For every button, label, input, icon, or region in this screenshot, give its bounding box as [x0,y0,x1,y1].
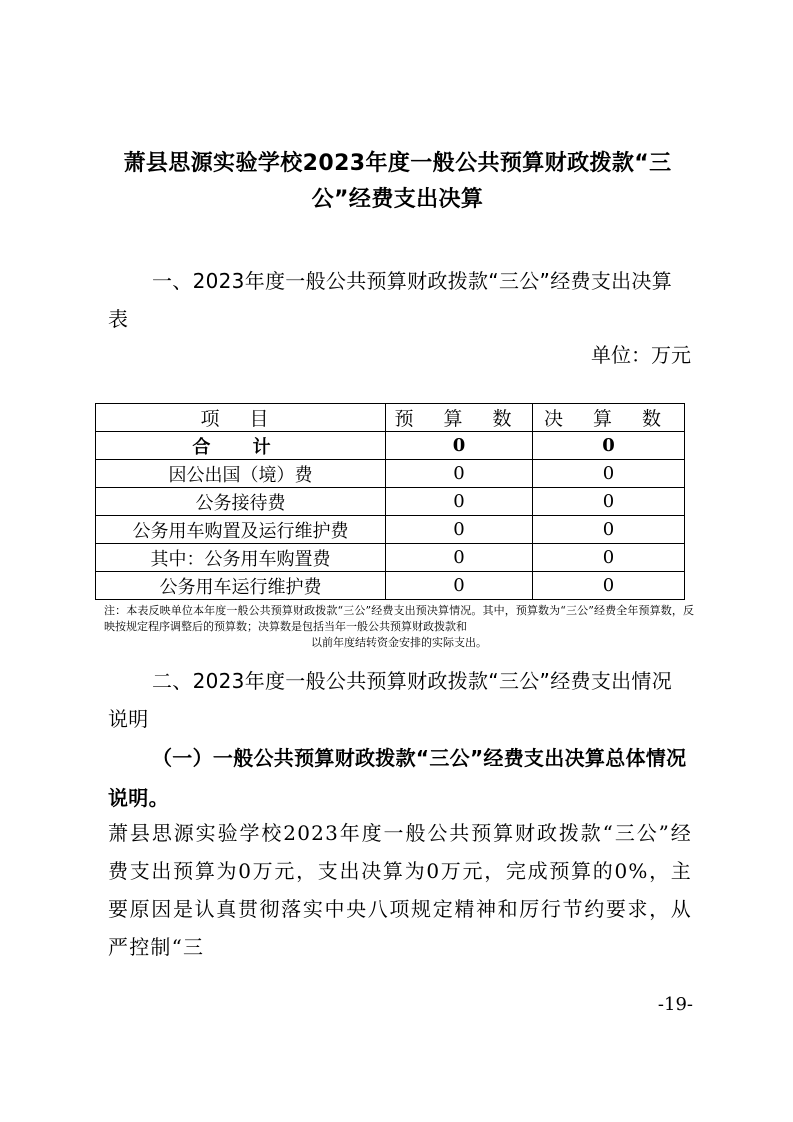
table-row [96,572,685,600]
table-note-main: 注：本表反映单位本年度一般公共预算财政拨款“三公”经费支出预决算情况。其中，预算数为“三公”经费全年预算数，反映按规定程序调整后的预算数；决算数是包括当年一般公共预算财政拨款和 [104,604,694,633]
header-item: 项 目 [96,404,386,432]
header-budget: 预 算 数 [386,404,533,432]
table-row [96,488,685,516]
row-item: 公务用车购置及运行维护费 [96,516,386,544]
table-row [96,460,685,488]
table-note-last-line: 以前年度结转资金安排的实际支出。 [311,636,487,649]
header-actual: 决 算 数 [533,404,685,432]
document-title: 萧县思源实验学校2023年度一般公共预算财政拨款“三公”经费支出决算 [123,151,672,212]
table-row-total [96,432,685,460]
row-item: 因公出国（境）费 [96,460,386,488]
row-actual: 0 [533,544,685,572]
row-item: 合 计 [96,432,386,460]
row-budget: 0 [386,572,533,600]
table-note [104,603,694,651]
section2-heading: 二、2023年度一般公共预算财政拨款“三公”经费支出情况说明 [108,669,673,731]
row-actual: 0 [533,572,685,600]
page-number: -19- [657,994,693,1015]
row-item: 公务用车运行维护费 [96,572,386,600]
three-public-expense-table [95,403,685,600]
row-item: 公务接待费 [96,488,386,516]
row-actual: 0 [533,516,685,544]
row-actual: 0 [533,460,685,488]
unit-label: 单位：万元 [591,343,691,367]
row-actual: 0 [533,488,685,516]
body-paragraph: 萧县思源实验学校2023年度一般公共预算财政拨款“三公”经费支出预算为0万元，支出决算为0万元，完成预算的0%，主要原因是认真贯彻落实中央八项规定精神和厉行节约要求，从严控制“三 [108,821,692,959]
subsection1-heading: （一）一般公共预算财政拨款“三公”经费支出决算总体情况说明。 [108,746,687,810]
table-row [96,544,685,572]
row-budget: 0 [386,544,533,572]
row-item: 其中：公务用车购置费 [96,544,386,572]
row-actual: 0 [533,432,685,460]
table-header-row [96,404,685,432]
row-budget: 0 [386,516,533,544]
section1-heading: 一、2023年度一般公共预算财政拨款“三公”经费支出决算表 [108,269,673,331]
table-row [96,516,685,544]
row-budget: 0 [386,488,533,516]
row-budget: 0 [386,432,533,460]
row-budget: 0 [386,460,533,488]
